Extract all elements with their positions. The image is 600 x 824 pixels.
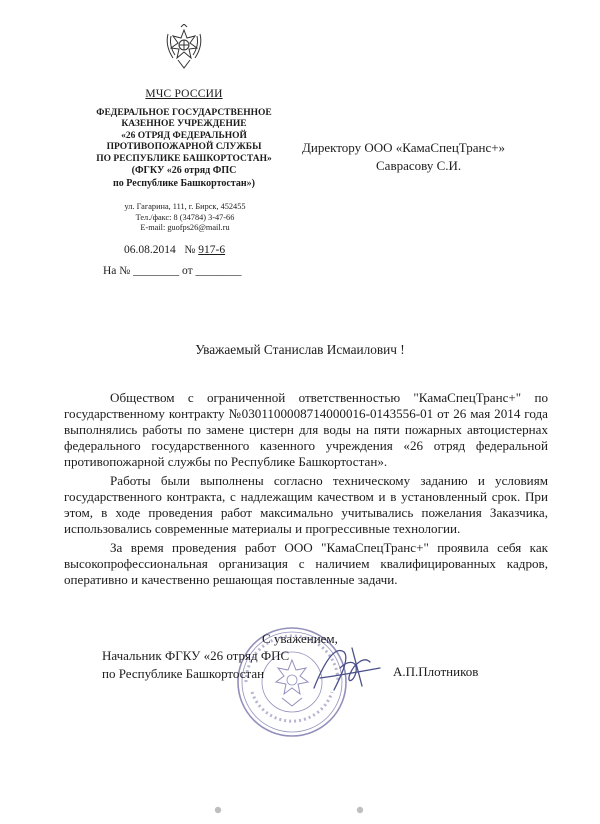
addressee-block	[302, 139, 505, 174]
org-name-line: КАЗЕННОЕ УЧРЕЖДЕНИЕ	[121, 119, 247, 130]
addressee-position: Директору ООО «КамаСпецТранс+»	[302, 140, 506, 155]
punch-holes	[0, 805, 600, 815]
org-name-line: ПРОТИВОПОЖАРНОЙ СЛУЖБЫ	[106, 142, 262, 153]
org-short-name-line: по Республике Башкортостан»)	[113, 177, 255, 189]
phone-line: Тел./факс: 8 (34784) 3-47-66	[135, 212, 235, 222]
body-paragraph: Работы были выполнены согласно техническому заданию и условиям государственного контракта, с надлежащим качеством и в установленный срок. При этом, в ходе проведения работ максимально учитывались пожелания Заказчика, использовались современные материалы и прогрессивные технологии.	[64, 473, 548, 536]
body-paragraph: За время проведения работ ООО "КамаСпецТранс+" проявила себя как высокопрофессиональная организация с наличием квалифицированных кадров, оперативно и качественно решающая поставленные задачи.	[64, 540, 548, 587]
org-name-line: ФЕДЕРАЛЬНОЕ ГОСУДАРСТВЕННОЕ	[96, 108, 272, 118]
position-line: по Республике Башкортостан	[102, 665, 265, 681]
org-address	[96, 202, 274, 234]
email-line: E-mail: guofps26@mail.ru	[140, 223, 230, 232]
document-date: 06.08.2014	[124, 244, 176, 256]
addressee-name: Саврасову С.И.	[376, 157, 462, 173]
signatory-position	[102, 647, 289, 682]
document-number-label: №	[184, 244, 196, 256]
ministry-name: МЧС РОССИИ	[145, 88, 223, 100]
body-paragraph: Обществом с ограниченной ответственностью "КамаСпецТранс+" по государственному контракту №0301100008714000016-0143556-01 от 26 мая 2014 года выполнялись работы по замене цистерн для воды на пяти пожарных автоцистернах федерального государственного казенного учреждения «26 отряд федеральной противопожарной службы по Республике Башкортостан».	[64, 390, 548, 469]
signatory-name: А.П.Плотников	[393, 664, 479, 679]
letter-body	[64, 390, 548, 591]
address-line: ул. Гагарина, 111, г. Бирск, 452455	[124, 202, 246, 211]
org-name-line: ПО РЕСПУБЛИКЕ БАШКОРТОСТАН»	[96, 153, 272, 164]
position-line: Начальник ФГКУ «26 отряд ФПС	[102, 648, 290, 663]
document-number: 917-6	[198, 244, 226, 256]
document-date-number	[124, 244, 225, 256]
org-short-name-line: (ФГКУ «26 отряд ФПС	[131, 165, 237, 177]
reference-line: На № ________ от ________	[103, 265, 242, 277]
eagle-emblem-icon	[163, 24, 205, 72]
handwritten-signature-icon	[300, 638, 390, 698]
org-name-line: «26 ОТРЯД ФЕДЕРАЛЬНОЙ	[121, 130, 247, 141]
organization-header	[88, 88, 280, 190]
regards-line: С уважением,	[262, 631, 338, 646]
salutation: Уважаемый Станислав Исмаилович !	[195, 342, 405, 357]
